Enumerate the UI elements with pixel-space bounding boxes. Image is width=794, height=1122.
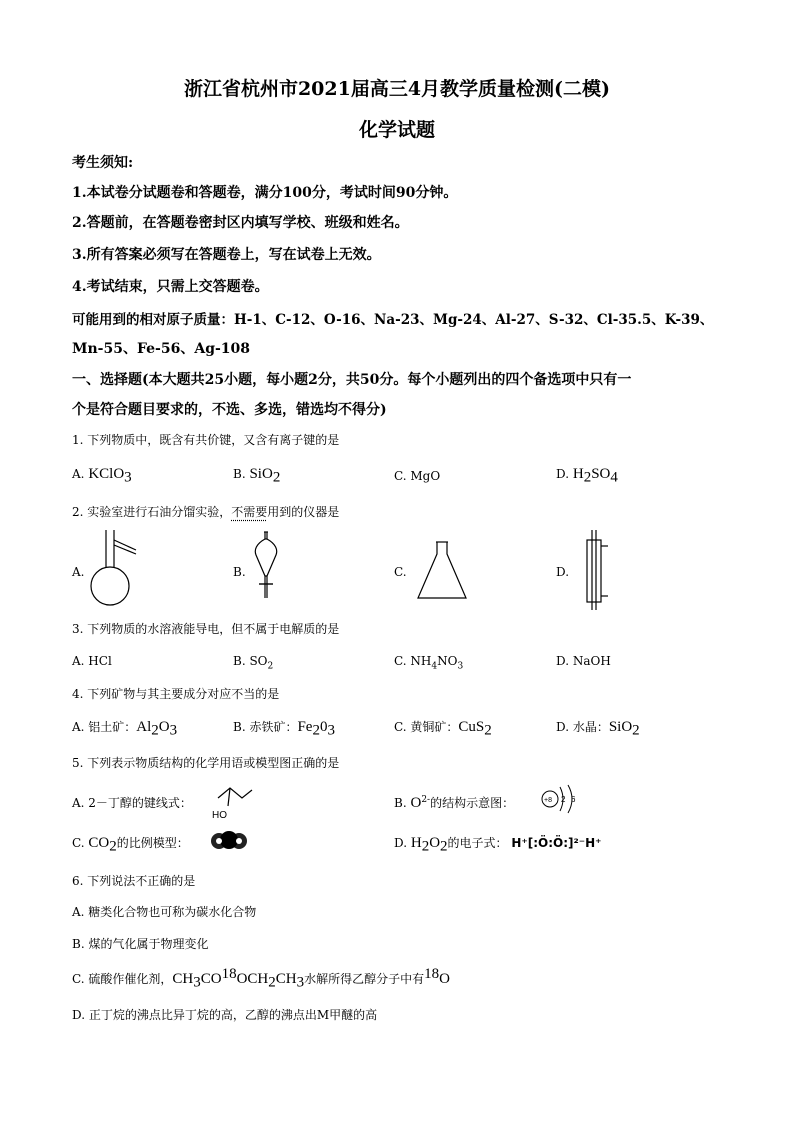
svg-text:6: 6 [571, 795, 576, 804]
question-1-stem: 1. 下列物质中，既含有共价键，又含有离子键的是 [72, 433, 340, 447]
erlenmeyer-flask-icon [414, 540, 470, 602]
question-3-stem: 3. 下列物质的水溶液能导电，但不属于电解质的是 [72, 622, 340, 636]
q3-option-d: D. NaOH [556, 654, 611, 668]
page-subtitle: 化学试题 [358, 119, 435, 141]
hydroxyl-label: HO [212, 810, 227, 820]
question-4-stem: 4. 下列矿物与其主要成分对应不当的是 [72, 687, 280, 701]
notice-item: 3.所有答案必须写在答题卷上，写在试卷上无效。 [72, 247, 381, 263]
electron-dot-formula: H⁺[:Ö:Ö:]²⁻H⁺ [511, 836, 602, 850]
q5-option-d: D. $H_2O_2$的电子式： H⁺[:Ö:Ö:]²⁻H⁺ [394, 835, 602, 855]
q3-option-b: B. $SO_2$ [233, 654, 274, 672]
notice-item: 2.答题前，在答题卷密封区内填写学校、班级和姓名。 [72, 215, 409, 231]
q3-option-a: A. HCl [72, 654, 112, 668]
section-heading: 个是符合题目要求的，不选、多选，错选均不得分) [72, 402, 387, 418]
question-2-stem: 2. 实验室进行石油分馏实验，不需要用到的仪器是 [72, 505, 340, 519]
q6-option-c: C. 硫酸作催化剂，$CH_3CO^{18}OCH_2CH_3$水解所得乙醇分子中有$^{18}$O [72, 966, 450, 991]
q1-option-d: D. $H_2SO_4$ [556, 466, 618, 486]
q2-option-c-label: C. [394, 565, 407, 579]
q5-option-b: B. $O^{2-}$的结构示意图： [394, 795, 515, 811]
q1-option-b: B. SiO$_2$ [233, 466, 281, 486]
q4-option-a: A. 铝土矿：$Al_2O_3$ [72, 719, 178, 739]
co2-space-filling-model-icon [210, 828, 248, 852]
ion-structure-diagram-icon [540, 783, 586, 815]
q2-option-b-label: B. [233, 565, 246, 579]
svg-text:2: 2 [561, 795, 566, 804]
q2-option-d-label: D. [556, 565, 570, 579]
q4-option-d: D. 水晶：SiO$_2$ [556, 719, 640, 739]
q3-option-c: C. $NH_4NO_3$ [394, 654, 464, 672]
atomic-mass-line: Mn-55、Fe-56、Ag-108 [72, 341, 251, 357]
page-title: 浙江省杭州市2021届高三4月教学质量检测(二模) [183, 78, 611, 100]
q1-option-a: A. KClO$_3$ [72, 466, 132, 486]
question-5-stem: 5. 下列表示物质结构的化学用语或模型图正确的是 [72, 756, 340, 770]
condenser-icon [578, 528, 612, 612]
distillation-flask-icon [88, 528, 144, 608]
separatory-funnel-icon [248, 530, 284, 602]
q6-option-a: A. 糖类化合物也可称为碳水化合物 [72, 905, 257, 919]
q6-option-b: B. 煤的气化属于物理变化 [72, 937, 209, 951]
notice-item: 4.考试结束，只需上交答题卷。 [72, 279, 269, 295]
atomic-mass-line: 可能用到的相对原子质量：H-1、C-12、O-16、Na-23、Mg-24、Al-27、S-32、Cl-35.5、K-39、 [72, 312, 714, 328]
notice-item: 1.本试卷分试题卷和答题卷，满分100分，考试时间90分钟。 [72, 185, 458, 201]
q2-option-a-label: A. [72, 565, 85, 579]
q4-option-c: C. 黄铜矿：CuS$_2$ [394, 719, 492, 739]
section-heading: 一、选择题(本大题共25小题，每小题2分，共50分。每个小题列出的四个备选项中只有一 [72, 372, 632, 388]
svg-text:+8: +8 [544, 797, 552, 804]
question-6-stem: 6. 下列说法不正确的是 [72, 874, 196, 888]
q5-option-a: A. 2－丁醇的键线式： [72, 796, 192, 810]
q4-option-b: B. 赤铁矿：$Fe_20_3$ [233, 719, 335, 739]
skeletal-formula-icon [208, 780, 258, 820]
q5-option-c: C. $CO_2$的比例模型： [72, 835, 189, 855]
notice-heading: 考生须知: [72, 155, 134, 171]
q1-option-c: C. MgO [394, 469, 441, 483]
q6-option-d: D. 正丁烷的沸点比异丁烷的高，乙醇的沸点出M甲醚的高 [72, 1008, 378, 1022]
